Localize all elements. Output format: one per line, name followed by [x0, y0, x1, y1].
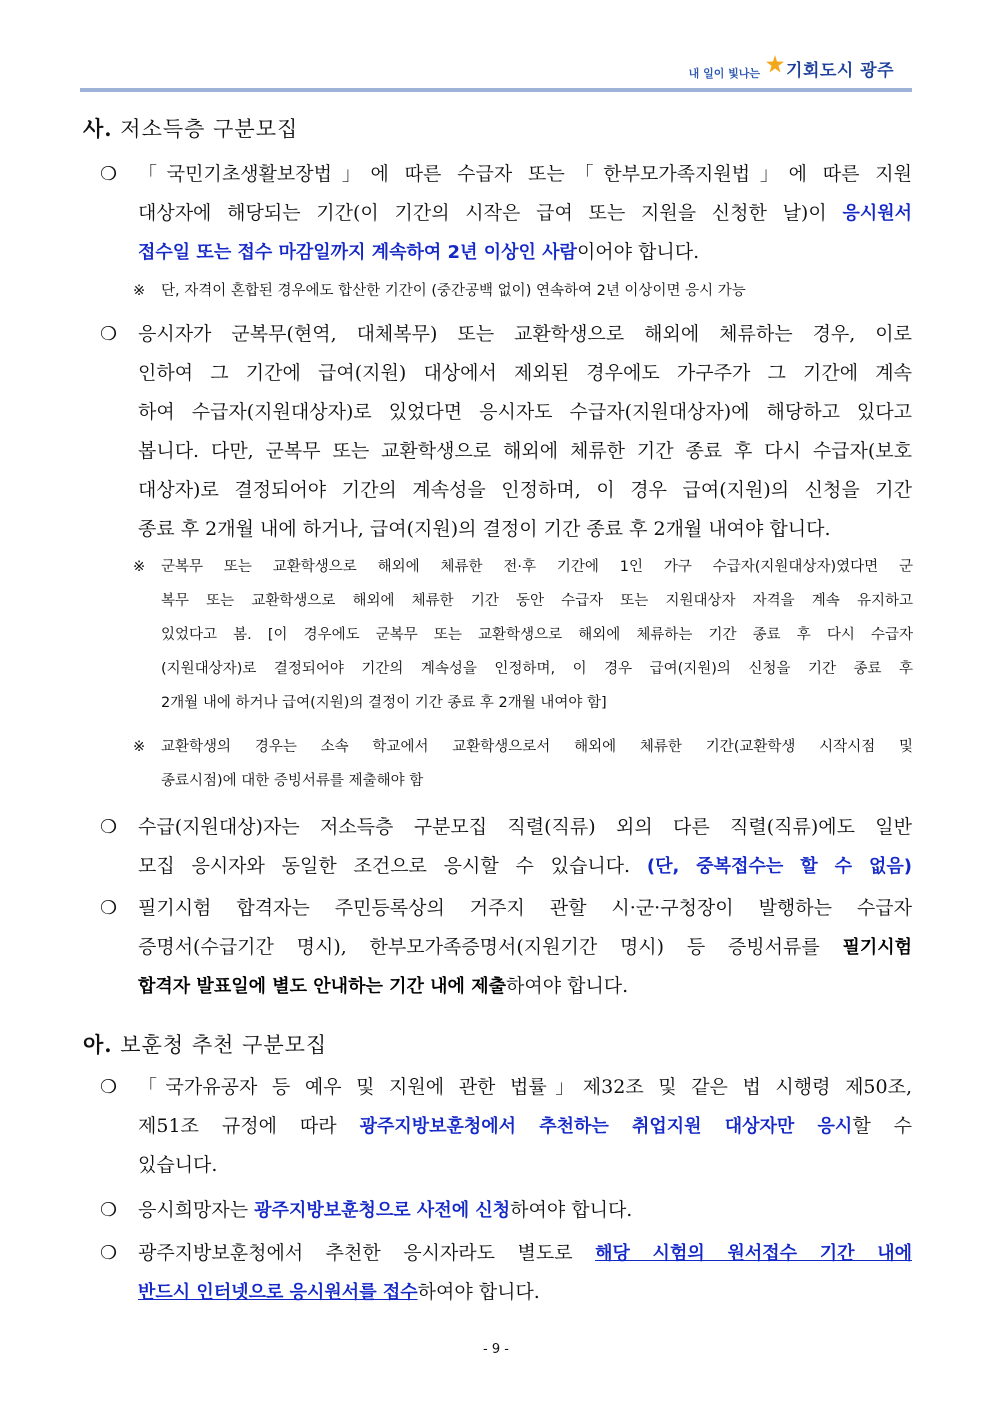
city-logo	[689, 56, 894, 81]
note-mark: ※	[133, 559, 146, 575]
bullet: ❍	[100, 163, 118, 185]
note-line: 단, 자격이 혼합된 경우에도 합산한 기간이 (중간공백 없이) 연속하여 2년 이상이면 응시 가능	[161, 283, 746, 299]
section-title: 저소득층 구분모집	[120, 117, 299, 141]
text-line: 종료 후 2개월 내에 하거나, 급여(지원)의 결정이 기간 종료 후 2개월 내여야 합니다.	[138, 518, 831, 540]
header-rule	[80, 88, 912, 92]
bullet: ❍	[100, 816, 118, 838]
bullet: ❍	[100, 1242, 118, 1264]
page-header	[0, 0, 992, 95]
text-line: 대상자)로 결정되어야 기간의 계속성을 인정하며, 이 경우 급여(지원)의 신청을 기간	[138, 479, 912, 501]
bullet: ❍	[100, 897, 118, 919]
section-title: 보훈청 추천 구분모집	[120, 1033, 328, 1057]
text-line: 인하여 그 기간에 급여(지원) 대상에서 제외된 경우에도 가구주가 그 기간에 계속	[138, 362, 912, 384]
underlined-emphasis-text: 해당 시험의 원서접수 기간 내에	[595, 1243, 912, 1264]
emphasis-text: 광주지방보훈청으로 사전에 신청	[254, 1200, 511, 1221]
note-line: 있었다고 봄. [이 경우에도 군복무 또는 교환학생으로 해외에 체류하는 기간 종료 후 다시 수급자	[161, 627, 913, 643]
bullet: ❍	[100, 1199, 118, 1221]
note-line: 군복무 또는 교환학생으로 해외에 체류한 전·후 기간에 1인 가구 수급자(지원대상자)였다면 군	[161, 559, 913, 575]
star-icon	[766, 55, 784, 73]
text-line: 수급(지원대상)자는 저소득층 구분모집 직렬(직류) 외의 다른 직렬(직류)에도 일반	[138, 816, 912, 838]
logo-title: 기회도시 광주	[786, 61, 894, 81]
section-heading-a	[83, 1029, 327, 1059]
bullet: ❍	[100, 1076, 118, 1098]
note-line: 2개월 내에 하거나 급여(지원)의 결정이 기간 종료 후 2개월 내여야 함]	[161, 695, 607, 711]
text-line: 「국민기초생활보장법」에 따른 수급자 또는「한부모가족지원법」에 따른 지원	[138, 163, 912, 185]
text-line: 제51조 규정에 따라 광주지방보훈청에서 추천하는 취업지원 대상자만 응시할 수	[138, 1115, 912, 1137]
emphasis-text: 광주지방보훈청에서 추천하는 취업지원 대상자만 응시	[359, 1116, 853, 1137]
note-line: 교환학생의 경우는 소속 학교에서 교환학생으로서 해외에 체류한 기간(교환학생 시작시점 및	[161, 739, 913, 755]
text-line: 응시희망자는 광주지방보훈청으로 사전에 신청하여야 합니다.	[138, 1199, 633, 1221]
underlined-emphasis-text: 반드시 인터넷으로 응시원서를 접수	[138, 1282, 418, 1303]
page-number: - 9 -	[483, 1342, 509, 1357]
emphasis-text: 응시원서	[842, 203, 912, 224]
note-mark: ※	[133, 739, 146, 755]
note-line: (지원대상자)로 결정되어야 기간의 계속성을 인정하며, 이 경우 급여(지원)의 신청을 기간 종료 후	[161, 661, 913, 677]
note-line: 종료시점)에 대한 증빙서류를 제출해야 함	[161, 773, 424, 789]
section-heading-sa	[83, 113, 298, 143]
text-line: 하여 수급자(지원대상자)로 있었다면 응시자도 수급자(지원대상자)에 해당하고 있다고	[138, 401, 912, 423]
text-line: 증명서(수급기간 명시), 한부모가족증명서(지원기간 명시) 등 증빙서류를 필기시험	[138, 936, 912, 958]
text-line: 필기시험 합격자는 주민등록상의 거주지 관할 시·군·구청장이 발행하는 수급자	[138, 897, 912, 919]
emphasis-text: (단, 중복접수는 할 수 없음)	[646, 856, 912, 877]
note-line: 복무 또는 교환학생으로 해외에 체류한 기간 동안 수급자 또는 지원대상자 자격을 계속 유지하고	[161, 593, 913, 609]
logo-slogan: 내 일이 빛나는	[688, 67, 761, 80]
emphasis-text: 접수일 또는 접수 마감일까지 계속하여 2년 이상인 사람	[138, 242, 577, 263]
bullet: ❍	[100, 323, 118, 345]
section-marker: 사.	[83, 116, 113, 141]
text-line: 봅니다. 다만, 군복무 또는 교환학생으로 해외에 체류한 기간 종료 후 다시 수급자(보호	[138, 440, 912, 462]
text-line: 광주지방보훈청에서 추천한 응시자라도 별도로 해당 시험의 원서접수 기간 내에	[138, 1242, 912, 1264]
text-line: 접수일 또는 접수 마감일까지 계속하여 2년 이상인 사람이어야 합니다.	[138, 241, 700, 263]
bold-text: 필기시험	[842, 937, 912, 958]
text-line: 반드시 인터넷으로 응시원서를 접수하여야 합니다.	[138, 1281, 540, 1303]
text-line: 모집 응시자와 동일한 조건으로 응시할 수 있습니다. (단, 중복접수는 할 수 없음)	[138, 855, 912, 877]
bold-text: 합격자 발표일에 별도 안내하는 기간 내에 제출	[138, 976, 506, 997]
text-line: 합격자 발표일에 별도 안내하는 기간 내에 제출하여야 합니다.	[138, 975, 629, 997]
note-mark: ※	[133, 283, 146, 299]
text-line: 응시자가 군복무(현역, 대체복무) 또는 교환학생으로 해외에 체류하는 경우, 이로	[138, 323, 912, 345]
section-marker: 아.	[83, 1032, 113, 1057]
text-line: 대상자에 해당되는 기간(이 기간의 시작은 급여 또는 지원을 신청한 날)이 응시원서	[138, 202, 912, 224]
text-line: 「국가유공자 등 예우 및 지원에 관한 법률」제32조 및 같은 법 시행령 제50조,	[138, 1076, 912, 1098]
text-line: 있습니다.	[138, 1154, 218, 1176]
